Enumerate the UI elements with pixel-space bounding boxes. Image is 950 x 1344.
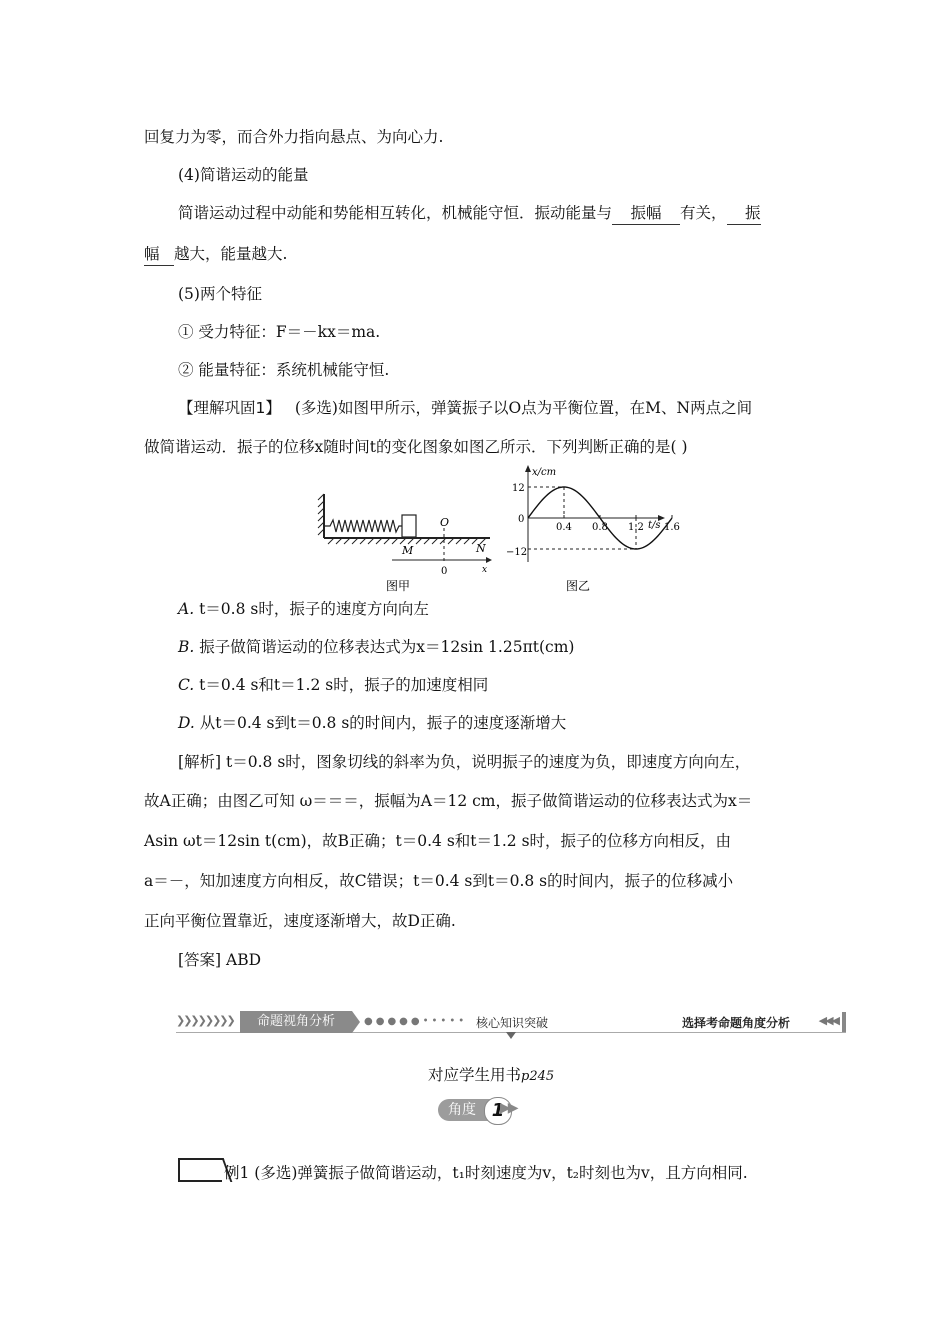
analysis-line: 正向平衡位置靠近，速度逐渐增大，故D正确. — [144, 912, 456, 930]
option-c[interactable] — [178, 674, 488, 696]
y-tick-12: 12 — [512, 483, 525, 494]
analysis-line: 故A正确；由图乙可知 ω＝＝＝，振幅为A＝12 cm，振子做简谐运动的位移表达式为x＝ — [144, 792, 753, 810]
fill-blank-amplitude-2b: 幅 — [144, 243, 174, 266]
example-text: 例1 (多选)弹簧振子做简谐运动，t₁时刻速度为v，t₂时刻也为v，且方向相同. — [224, 1164, 748, 1182]
text-line — [178, 202, 761, 225]
fill-blank-amplitude: 振幅 — [612, 202, 680, 225]
text-fragment: 有关， — [680, 204, 727, 222]
play-arrows-icon: ▶▶ — [500, 1100, 516, 1116]
text-fragment: 越大，能量越大. — [174, 245, 288, 263]
section-banner — [176, 1010, 846, 1034]
exercise-header — [178, 397, 752, 419]
option-b-label: B. — [178, 638, 195, 656]
y-axis-arrow — [525, 465, 531, 472]
exercise-tag: 【理解巩固1】 — [178, 399, 281, 417]
option-c-text: t＝0.4 s和t＝1.2 s时，振子的加速度相同 — [199, 676, 489, 694]
chevrons-right-icon: ❯❯❯❯❯❯❯❯ — [176, 1014, 234, 1027]
analysis-line: a＝－，知加速度方向相反，故C错误；t＝0.4 s到t＝0.8 s的时间内，振子的位移减小 — [144, 872, 734, 890]
answer: [答案] ABD — [178, 951, 262, 969]
x-tick-label: 0.8 — [592, 522, 608, 533]
option-a-label: A. — [178, 600, 195, 618]
student-book-ref — [428, 1064, 554, 1088]
feature-force: ① 受力特征：F＝－kx＝ma. — [178, 323, 381, 341]
label-M: M — [402, 544, 414, 557]
exercise-text: (多选)如图甲所示，弹簧振子以O点为平衡位置，在M、N两点之间 — [294, 399, 753, 417]
banner-end-bar — [842, 1012, 846, 1032]
x-tick-label: 1.6 — [664, 522, 680, 533]
chevrons-left-icon: ◀◀◀ — [818, 1014, 838, 1027]
ref-page: p245 — [521, 1069, 555, 1084]
example-box-icon — [178, 1158, 222, 1182]
option-b-text: 振子做简谐运动的位移表达式为x＝12sin 1.25πt(cm) — [199, 638, 575, 656]
x-tick-label: 0.4 — [556, 522, 572, 533]
label-O: O — [440, 516, 450, 529]
section-heading-energy: (4)简谐运动的能量 — [178, 166, 309, 184]
angle-label: 角度 — [438, 1099, 500, 1121]
figure-yi — [500, 462, 680, 594]
banner-right: 选择考命题角度分析 — [681, 1016, 790, 1030]
ref-text: 对应学生用书 — [428, 1066, 522, 1084]
caption-yi: 图乙 — [566, 579, 591, 593]
analysis-line: [解析] t＝0.8 s时，图象切线的斜率为负，说明振子的速度为负，即速度方向向左， — [178, 753, 751, 771]
y-tick-0: 0 — [518, 514, 525, 525]
exercise-question: 做简谐运动．振子的位移x随时间t的变化图象如图乙所示．下列判断正确的是( ) — [144, 438, 688, 456]
section-heading-features: (5)两个特征 — [178, 285, 262, 303]
option-d[interactable] — [178, 712, 566, 734]
text-line: 回复力为零，而合外力指向悬点、为向心力. — [144, 128, 444, 146]
triangle-down-icon — [506, 1032, 516, 1039]
x-tick-label: 1.2 — [628, 522, 644, 533]
label-x: x — [482, 565, 488, 575]
oscillator-block — [402, 515, 416, 537]
x-axis-label: t/s — [648, 520, 661, 531]
caption-jia: 图甲 — [386, 579, 411, 592]
option-d-label: D. — [178, 714, 195, 732]
x-axis-arrow — [486, 557, 492, 563]
option-c-label: C. — [178, 676, 195, 694]
option-d-text: 从t＝0.4 s到t＝0.8 s的时间内，振子的速度逐渐增大 — [199, 714, 567, 732]
banner-middle: 核心知识突破 — [476, 1016, 549, 1030]
feature-energy: ② 能量特征：系统机械能守恒. — [178, 361, 390, 379]
option-a-text: t＝0.8 s时，振子的速度方向向左 — [199, 600, 429, 618]
label-zero: 0 — [441, 566, 448, 577]
angle-number: 1 — [484, 1097, 512, 1125]
dots-decoration: ●●●●●••••• — [364, 1016, 468, 1027]
figure-jia — [316, 488, 500, 592]
option-a[interactable] — [178, 598, 429, 620]
label-N: N — [476, 542, 486, 555]
fill-blank-amplitude-2a: 振 — [727, 202, 761, 225]
spring — [324, 520, 402, 532]
y-axis-label: x/cm — [532, 467, 557, 478]
banner-tab: 命题视角分析 — [240, 1011, 352, 1033]
analysis-line: Asin ωt＝12sin t(cm)，故B正确；t＝0.4 s和t＝1.2 s时，振子的位移方向相反，由 — [144, 832, 732, 850]
option-b[interactable] — [178, 636, 574, 658]
y-tick-neg12: −12 — [506, 547, 528, 558]
text-line — [144, 243, 287, 266]
text-fragment: 简谐运动过程中动能和势能相互转化，机械能守恒．振动能量与 — [178, 204, 613, 222]
